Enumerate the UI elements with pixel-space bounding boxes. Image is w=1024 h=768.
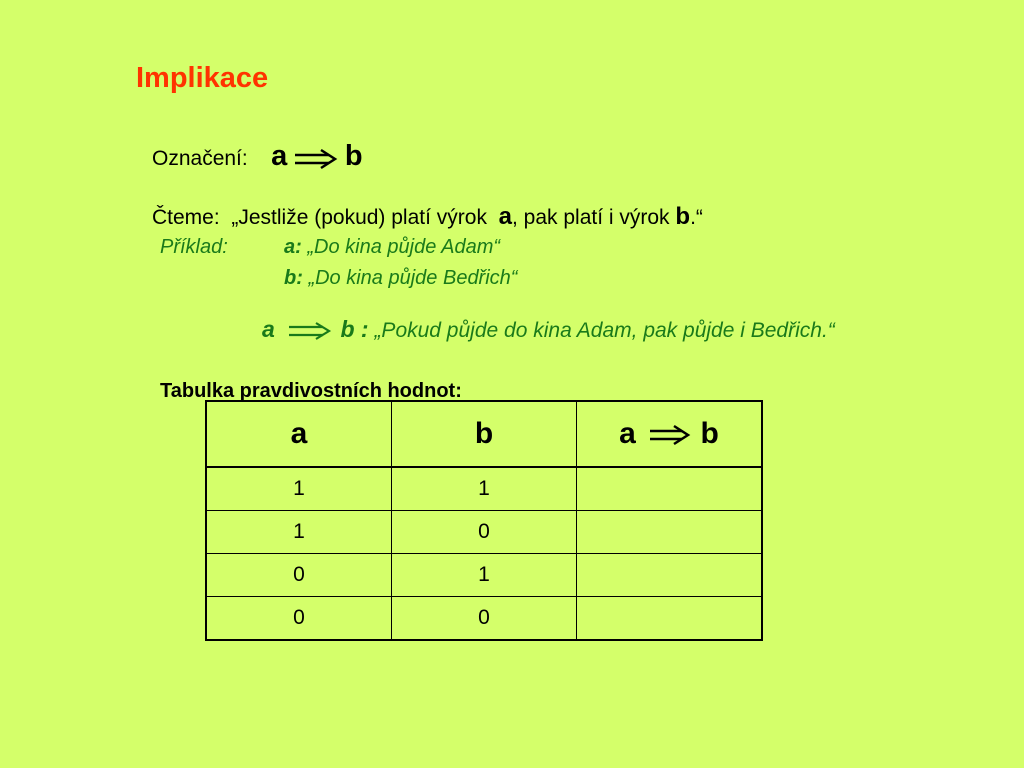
header-implication: a b — [577, 401, 763, 467]
example-a-text: „Do kina půjde Adam“ — [307, 236, 501, 258]
example-label: Příklad: — [160, 236, 228, 258]
table-cell — [577, 597, 763, 641]
table-cell: 1 — [392, 467, 577, 511]
table-header-row — [206, 401, 762, 467]
reading-var-a: a — [498, 203, 512, 230]
reading-var-b: b — [675, 203, 691, 230]
reading-line — [152, 203, 703, 231]
table-row — [206, 511, 762, 554]
example-b — [284, 267, 517, 290]
notation-right: b — [344, 140, 363, 172]
table-cell: 1 — [392, 554, 577, 597]
table-row — [206, 467, 762, 511]
double-right-arrow-icon — [644, 423, 692, 447]
header-b: b — [392, 401, 577, 467]
example-implication — [262, 316, 835, 343]
table-cell: 0 — [206, 597, 392, 641]
reading-text-middle: , pak platí i výrok — [511, 206, 670, 229]
example-impl-right: b : — [340, 316, 369, 342]
notation-label: Označení: — [152, 147, 248, 170]
example-a — [284, 236, 500, 259]
table-cell: 0 — [206, 554, 392, 597]
notation-line — [152, 140, 363, 173]
example-impl-left: a — [262, 316, 275, 342]
example-b-text: „Do kina půjde Bedřich“ — [308, 267, 518, 289]
double-right-arrow-icon — [293, 148, 339, 170]
truth-table — [205, 400, 763, 641]
example-a-key: a: — [284, 236, 302, 258]
page-title: Implikace — [136, 62, 269, 94]
table-row — [206, 554, 762, 597]
reading-text-before: „Jestliže (pokud) platí výrok — [231, 206, 487, 229]
table-cell — [577, 511, 763, 554]
double-right-arrow-icon — [281, 321, 335, 341]
example-b-key: b: — [284, 267, 303, 289]
reading-text-after: .“ — [690, 206, 703, 229]
table-cell: 0 — [392, 597, 577, 641]
table-cell: 1 — [206, 467, 392, 511]
notation-left: a — [271, 140, 288, 172]
reading-label: Čteme: — [152, 206, 220, 229]
example-impl-text: „Pokud půjde do kina Adam, pak půjde i Bedřich.“ — [374, 319, 835, 342]
header-a: a — [206, 401, 392, 467]
table-cell: 1 — [206, 511, 392, 554]
table-cell — [577, 467, 763, 511]
table-cell: 0 — [392, 511, 577, 554]
table-row — [206, 597, 762, 641]
table-caption: Tabulka pravdivostních hodnot: — [160, 380, 462, 402]
table-cell — [577, 554, 763, 597]
